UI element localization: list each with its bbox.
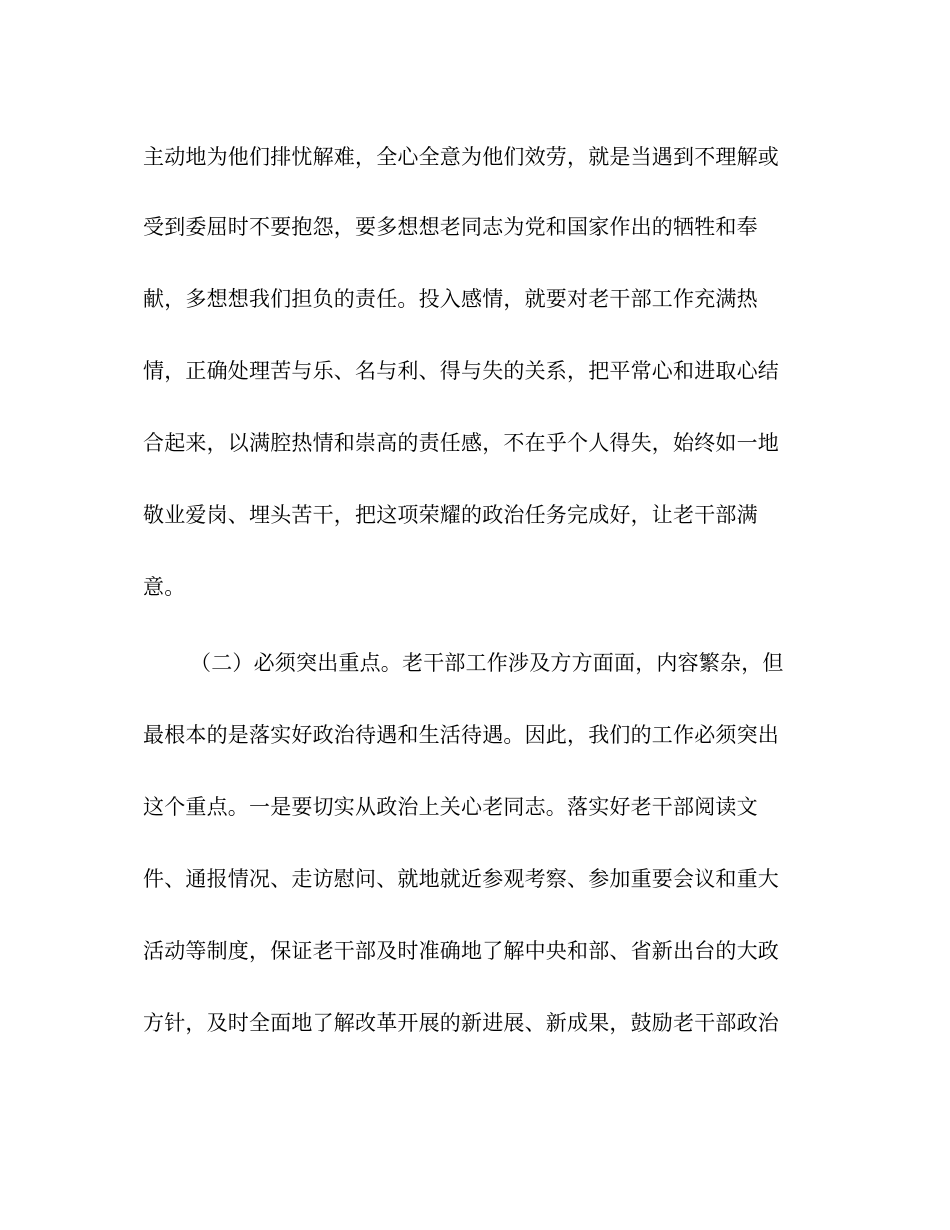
text-line: 合起来，以满腔热情和崇高的责任感，不在乎个人得失，始终如一地 (143, 431, 779, 455)
paragraph-heading-line: （二）必须突出重点。老干部工作涉及方方面面，内容繁杂，但 (190, 651, 784, 675)
text-line: 最根本的是落实好政治待遇和生活待遇。因此，我们的工作必须突出 (143, 723, 779, 747)
text-line: 情，正确处理苦与乐、名与利、得与失的关系，把平常心和进取心结 (143, 359, 779, 383)
text-line: 件、通报情况、走访慰问、就地就近参观考察、参加重要会议和重大 (143, 867, 779, 891)
text-line: 受到委屈时不要抱怨，要多想想老同志为党和国家作出的牺牲和奉 (143, 215, 758, 239)
text-line: 方针，及时全面地了解改革开展的新进展、新成果，鼓励老干部政治 (143, 1011, 779, 1035)
text-line: 意。 (143, 575, 186, 599)
text-line: 活动等制度，保证老干部及时准确地了解中央和部、省新出台的大政 (143, 939, 779, 963)
text-line: 主动地为他们排忧解难，全心全意为他们效劳，就是当遇到不理解或 (143, 145, 779, 169)
text-line: 献，多想想我们担负的责任。投入感情，就要对老干部工作充满热 (143, 287, 758, 311)
text-line: 这个重点。一是要切实从政治上关心老同志。落实好老干部阅读文 (143, 795, 758, 819)
text-line: 敬业爱岗、埋头苦干，把这项荣耀的政治任务完成好，让老干部满 (143, 503, 758, 527)
